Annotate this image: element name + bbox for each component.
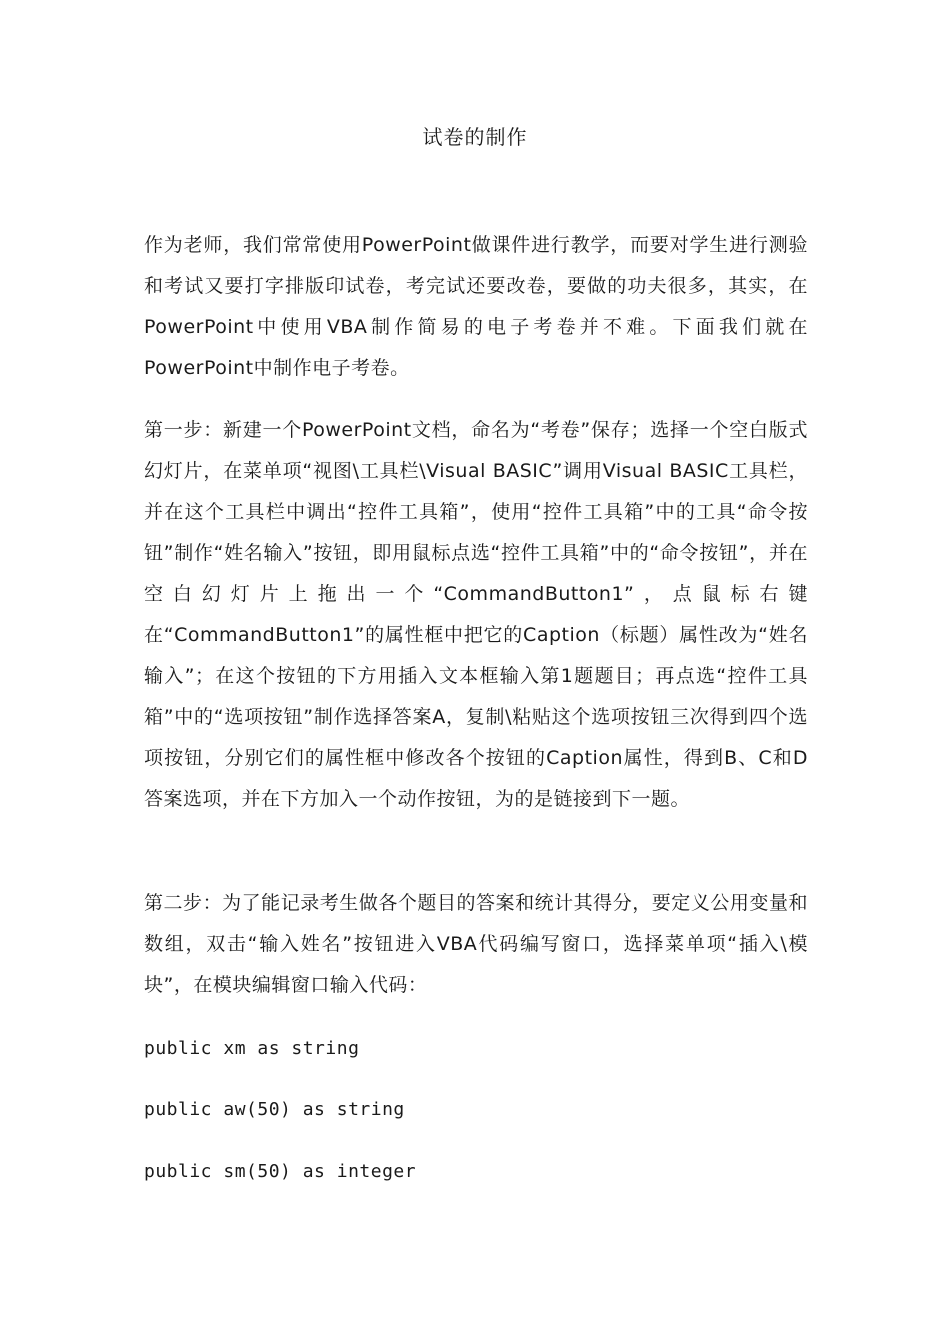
document-title: 试卷的制作 xyxy=(422,125,528,149)
intro-paragraph: 作为老师，我们常常使用PowerPoint做课件进行教学，而要对学生进行测验和考试又要打字排版印试卷，考完试还要改卷，要做的功夫很多，其实，在PowerPoint中使用VBA制作简易的电子考卷并不难。下面我们就在PowerPoint中制作电子考卷。 xyxy=(144,234,808,379)
code-line: public xm as string xyxy=(144,1038,360,1059)
step-one-paragraph: 第一步：新建一个PowerPoint文档，命名为“考卷”保存；选择一个空白版式幻灯片，在菜单项“视图\工具栏\Visual BASIC”调用Visual BASIC工具栏，并在这个工具栏中调出“控件工具箱”，使用“控件工具箱”中的工具“命令按钮”制作“姓名输入”按钮，即用鼠标点选“控件工具箱”中的“命令按钮”，并在空白幻灯片上拖出一个“CommandButton1”，点鼠标右键在“CommandButton1”的属性框中把它的Caption（标题）属性改为“姓名输入”；在这个按钮的下方用插入文本框输入第1题题目；再点选“控件工具箱”中的“选项按钮”制作选择答案A，复制\粘贴这个选项按钮三次得到四个选项按钮，分别它们的属性框中修改各个按钮的Caption属性，得到B、C和D答案选项，并在下方加入一个动作按钮，为的是链接到下一题。 xyxy=(144,419,808,810)
step-two-paragraph: 第二步：为了能记录考生做各个题目的答案和统计其得分，要定义公用变量和数组，双击“输入姓名”按钮进入VBA代码编写窗口，选择菜单项“插入\模块”，在模块编辑窗口输入代码： xyxy=(144,892,808,996)
code-line: public sm(50) as integer xyxy=(144,1161,417,1182)
code-line: public aw(50) as string xyxy=(144,1099,405,1120)
